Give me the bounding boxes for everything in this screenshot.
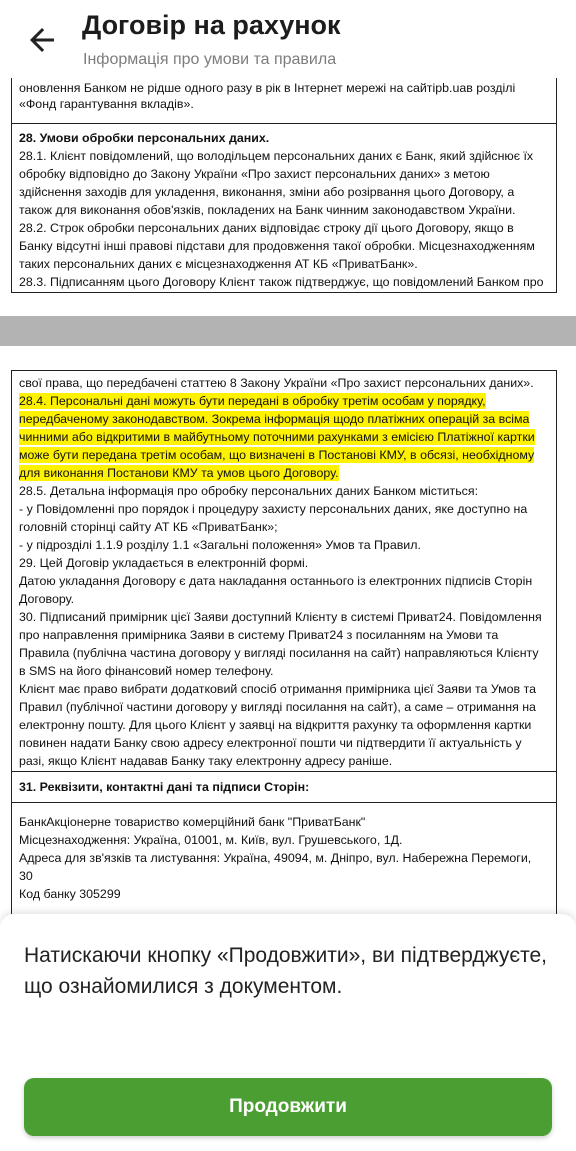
highlighted-line: для виконання Постанови КМУ та умов цього Договору.: [19, 466, 339, 480]
doc-line: оновлення Банком не рідше одного разу в рік в Інтернет мережі на сайтіpb.uaв розділі: [19, 81, 516, 95]
doc-line: 28.5. Детальна інформація про обробку персональних даних Банком міститься:: [19, 484, 479, 498]
section-heading: 31. Реквізити, контактні дані та підписи Сторін:: [19, 780, 310, 794]
doc-line: Договору.: [19, 592, 75, 606]
bank-mail-address: Адреса для зв'язків та листування: Україна, 49094, м. Дніпро, вул. Набережна Перемоги,: [19, 851, 532, 865]
continue-button[interactable]: Продовжити: [24, 1078, 552, 1136]
doc-line: Клієнт має право вибрати додатковий спосіб отримання примірника цієї Заяви та Умов та: [19, 682, 537, 696]
doc-line: Правил (публічної частини договору у вигляді посилання на сайт), а саме – отримання на: [19, 700, 536, 714]
doc-line: обробку відповідно до Закону України «Про захист персональних даних» з метою: [19, 167, 490, 181]
bank-mail-address-cont: 30: [19, 869, 33, 883]
doc-line: повинен надати Банку свою адресу електронної пошти чи підтвердити її актуальність у: [19, 736, 522, 750]
table-divider: [12, 771, 556, 772]
highlighted-line: може бути передана третім особам, що визначені в Постанові КМУ, в обсязі, необхідному: [19, 448, 535, 462]
doc-line: електронну пошту. Для цього Клієнт у заявці на відкриття рахунку та оформлення картки: [19, 718, 532, 732]
doc-line: про направлення примірника Заяви в систему Приват24 з посиланням на Умови та: [19, 628, 499, 642]
doc-line: разі, якщо Клієнт надавав Банку таку електронну адресу раніше.: [19, 754, 393, 768]
bank-name: БанкАкціонерне товариство комерційний банк "ПриватБанк": [19, 815, 366, 829]
table-divider: [12, 802, 556, 803]
doc-line: - у підрозділі 1.1.9 розділу 1.1 «Загальні положення» Умов та Правил.: [19, 538, 421, 552]
document-page-1: [11, 78, 557, 293]
back-arrow-icon[interactable]: [24, 22, 60, 58]
page-subtitle: Інформація про умови та правила: [83, 51, 337, 68]
confirmation-notice: Натискаючи кнопку «Продовжити», ви підтверджуєте, що ознайомилися з документом.: [24, 944, 548, 998]
doc-line: свої права, що передбачені статтею 8 Закону України «Про захист персональних даних».: [19, 376, 534, 390]
doc-line: Правила (публічна частина договору у вигляді посилання на сайт) направляються Клієнту: [19, 646, 539, 660]
doc-line: в SMS на його фінансовий номер телефону.: [19, 664, 274, 678]
doc-line: 28.3. Підписанням цього Договору Клієнт також підтверджує, що повідомлений Банком про: [19, 275, 544, 289]
document-viewer[interactable]: [0, 78, 576, 914]
doc-line: Датою укладання Договору є дата накладання останнього із електронних підписів Сторін: [19, 574, 533, 588]
document-page-2: [11, 370, 557, 914]
doc-line: 28.2. Строк обробки персональних даних відповідає строку дії цього Договору, якщо в: [19, 221, 514, 235]
highlighted-line: передбаченому законодавством. Зокрема інформація щодо платіжних операцій за всіма: [19, 412, 530, 426]
highlighted-line: чинними або відкритими в майбутньому поточними рахунками з емісією Платіжної картки: [19, 430, 535, 444]
doc-line: Банку відсутні інші правові підстави для продовження такої обробки. Місцезнаходженням: [19, 239, 535, 253]
section-heading: 28. Умови обробки персональних даних.: [19, 131, 270, 145]
doc-line: «Фонд гарантування вкладів».: [19, 97, 194, 111]
doc-line: головній сторінці сайту АТ КБ «ПриватБанк»;: [19, 520, 278, 534]
doc-line: - у Повідомленні про порядок і процедуру захисту персональних даних, яке доступно на: [19, 502, 528, 516]
doc-line: 29. Цей Договір укладається в електронній формі.: [19, 556, 309, 570]
app-header: [0, 0, 576, 78]
bank-code: Код банку 305299: [19, 887, 121, 901]
confirmation-sheet: [0, 914, 576, 1151]
doc-line: також для виконання обов'язків, покладених на Банк чинним законодавством України.: [19, 203, 516, 217]
doc-line: 30. Підписаний примірник цієї Заяви доступний Клієнту в системі Приват24. Повідомлення: [19, 610, 542, 624]
page-title: Договір на рахунок: [82, 10, 341, 40]
doc-line: 28.1. Клієнт повідомлений, що володільцем персональних даних є Банк, який здійснює їх: [19, 149, 534, 163]
highlighted-line: 28.4. Персональні дані можуть бути передані в обробку третім особам у порядку,: [19, 394, 486, 408]
doc-line: здійснення заходів для укладення, виконання, зміни або розірвання цього Договору, а: [19, 185, 515, 199]
doc-line: таких персональних даних є місцезнаходження АТ КБ «ПриватБанк».: [19, 257, 418, 271]
page-separator: [0, 316, 576, 346]
bank-address: Місцезнаходження: Україна, 01001, м. Київ, вул. Грушевського, 1Д.: [19, 833, 403, 847]
table-divider: [12, 123, 556, 124]
